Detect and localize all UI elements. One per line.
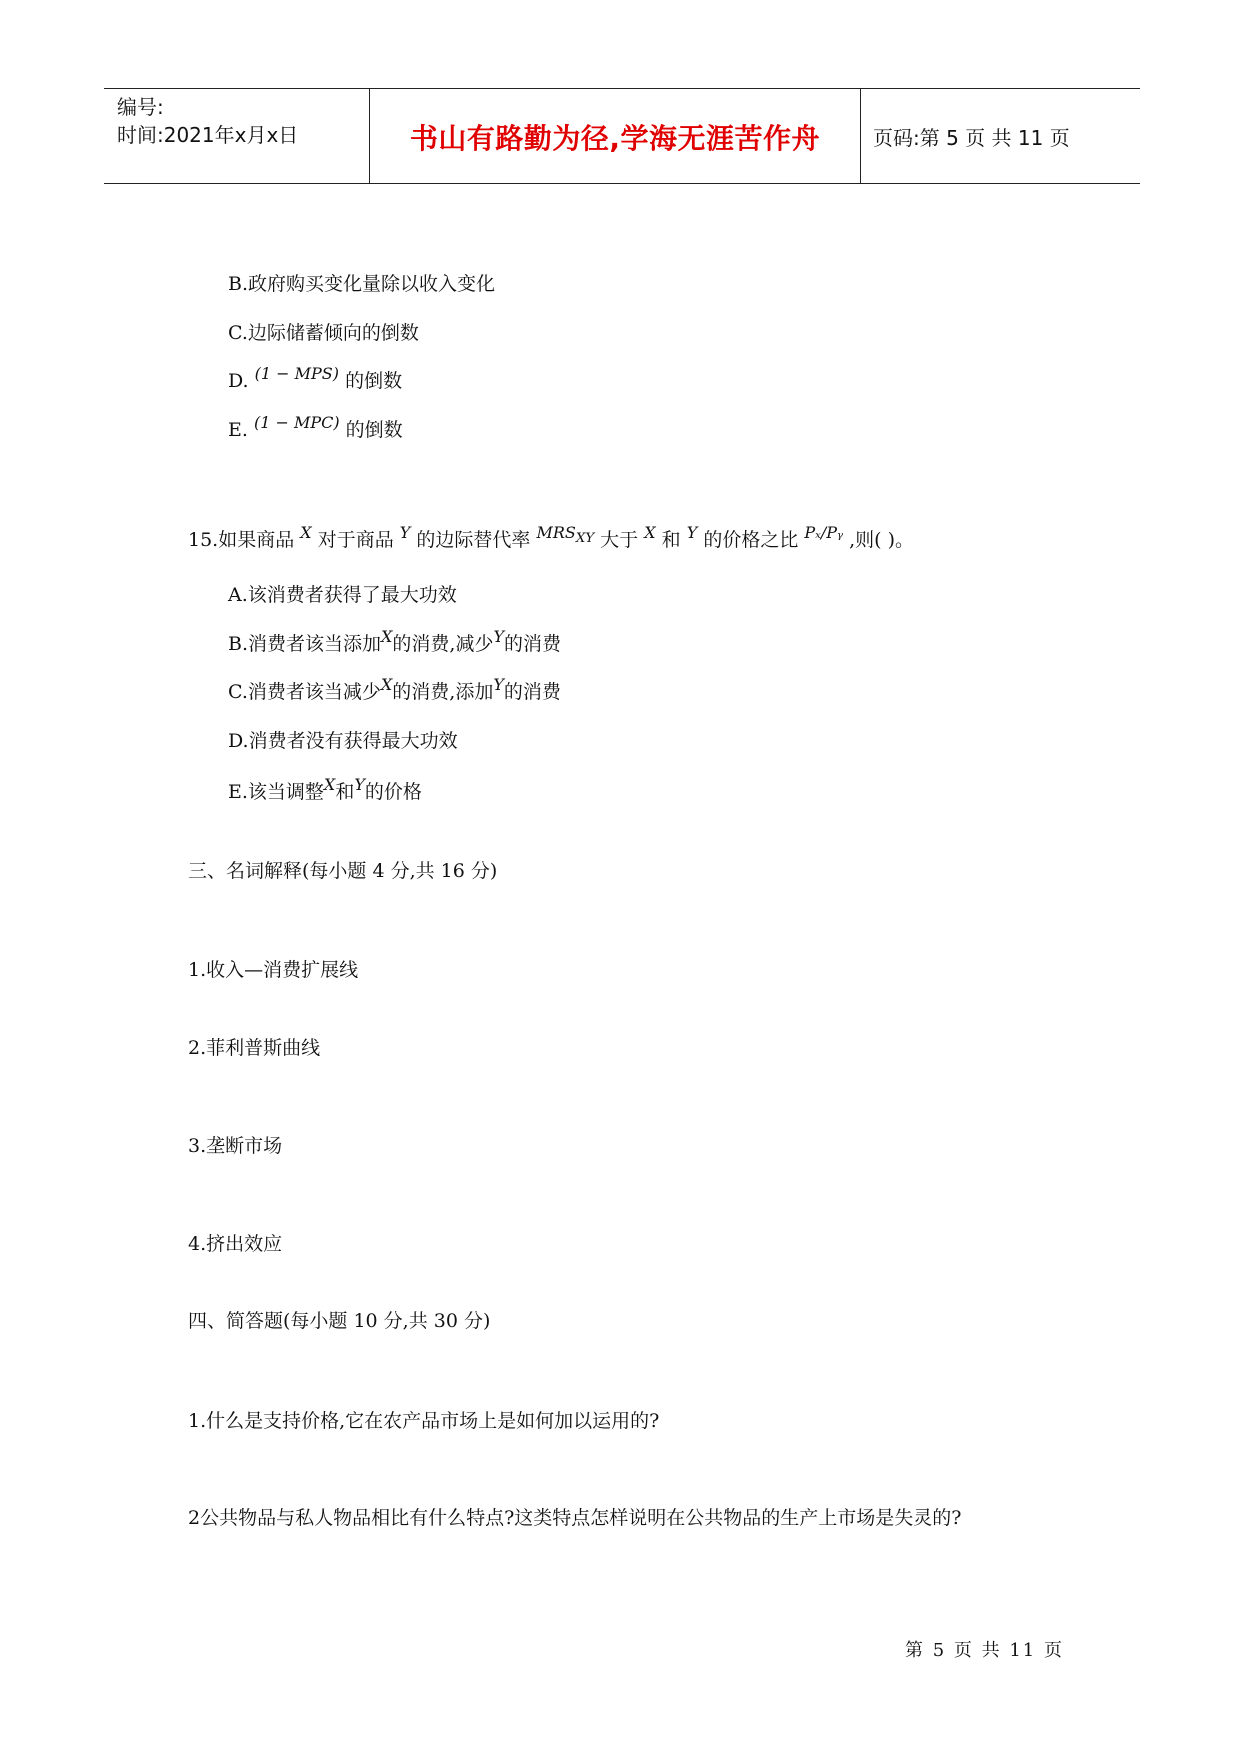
var-x: X bbox=[381, 627, 393, 646]
option-b-text-2: 的消费,减少 bbox=[392, 633, 494, 655]
option-c-text-2: 的消费,添加 bbox=[392, 681, 494, 703]
var-x: X bbox=[300, 523, 312, 542]
var-y: Y bbox=[493, 675, 504, 694]
q15-option-a: A.该消费者获得了最大功效 bbox=[228, 584, 457, 606]
q14-option-c: C.边际储蓄倾向的倒数 bbox=[228, 322, 419, 344]
option-b-text-1: B.消费者该当添加 bbox=[228, 633, 382, 655]
option-d-suffix: 的倒数 bbox=[345, 370, 403, 392]
term-4: 4.挤出效应 bbox=[188, 1233, 283, 1255]
option-e-suffix: 的倒数 bbox=[345, 419, 403, 441]
section-4-title: 四、简答题(每小题 10 分,共 30 分) bbox=[188, 1310, 491, 1332]
option-c-text-1: C.消费者该当减少 bbox=[228, 681, 381, 703]
option-d-prefix: D. bbox=[228, 370, 249, 392]
var-x: X bbox=[323, 775, 336, 794]
header-info-cell bbox=[104, 89, 370, 183]
header-page-cell bbox=[861, 89, 1140, 183]
section-3-title: 三、名词解释(每小题 4 分,共 16 分) bbox=[188, 860, 498, 882]
q15-text-7: ,则( )。 bbox=[849, 529, 914, 551]
mrs-symbol bbox=[536, 523, 595, 547]
code-label: 编号: bbox=[117, 95, 164, 119]
option-e-prefix: E. bbox=[228, 419, 248, 441]
short-answer-1: 1.什么是支持价格,它在农产品市场上是如何加以运用的? bbox=[188, 1410, 660, 1432]
q15-stem bbox=[188, 525, 914, 554]
option-e-text-2: 和 bbox=[335, 781, 355, 803]
term-2: 2.菲利普斯曲线 bbox=[188, 1037, 321, 1059]
option-e-text-3: 的价格 bbox=[364, 781, 422, 803]
q15-text-1: 15.如果商品 bbox=[188, 529, 295, 551]
q15-text-4: 大于 bbox=[600, 529, 639, 551]
var-y: Y bbox=[399, 523, 411, 542]
price-ratio: Pₓ/Pᵧ bbox=[804, 523, 844, 542]
mrs-subscript: XY bbox=[575, 531, 595, 547]
q15-option-c bbox=[228, 677, 561, 704]
q14-option-d bbox=[228, 366, 402, 393]
option-c-text-3: 的消费 bbox=[503, 681, 561, 703]
short-answer-2: 2公共物品与私人物品相比有什么特点?这类特点怎样说明在公共物品的生产上市场是失灵的? bbox=[188, 1507, 962, 1529]
option-b-text-3: 的消费 bbox=[504, 633, 562, 655]
var-y: Y bbox=[686, 523, 698, 542]
q15-option-b bbox=[228, 629, 561, 656]
option-e-text-1: E.该当调整 bbox=[228, 781, 324, 803]
motto: 书山有路勤为径,学海无涯苦作舟 bbox=[409, 122, 821, 155]
header-page-label: 页码:第 5 页 共 11 页 bbox=[873, 126, 1070, 150]
q15-text-2: 对于商品 bbox=[317, 529, 394, 551]
term-1: 1.收入—消费扩展线 bbox=[188, 959, 359, 981]
term-3: 3.垄断市场 bbox=[188, 1135, 283, 1157]
q15-option-e bbox=[228, 777, 422, 804]
mrs-main: MRS bbox=[536, 523, 576, 542]
q15-option-d: D.消费者没有获得最大功效 bbox=[228, 730, 458, 752]
var-x: X bbox=[380, 675, 393, 694]
q14-option-b: B.政府购买变化量除以收入变化 bbox=[228, 273, 496, 295]
page-header bbox=[104, 88, 1140, 184]
q15-text-5: 和 bbox=[661, 529, 681, 551]
q14-option-e bbox=[228, 415, 403, 442]
page-footer: 第 5 页 共 11 页 bbox=[905, 1640, 1064, 1661]
header-motto-cell bbox=[370, 89, 861, 183]
time-label: 时间:2021年x月x日 bbox=[117, 123, 299, 147]
mps-formula: (1 − MPS) bbox=[254, 364, 340, 383]
var-y: Y bbox=[354, 775, 365, 794]
q15-text-6: 的价格之比 bbox=[703, 529, 799, 551]
var-y: Y bbox=[493, 627, 505, 646]
mpc-formula: (1 − MPC) bbox=[253, 413, 340, 432]
q15-text-3: 的边际替代率 bbox=[416, 529, 531, 551]
var-x: X bbox=[644, 523, 656, 542]
